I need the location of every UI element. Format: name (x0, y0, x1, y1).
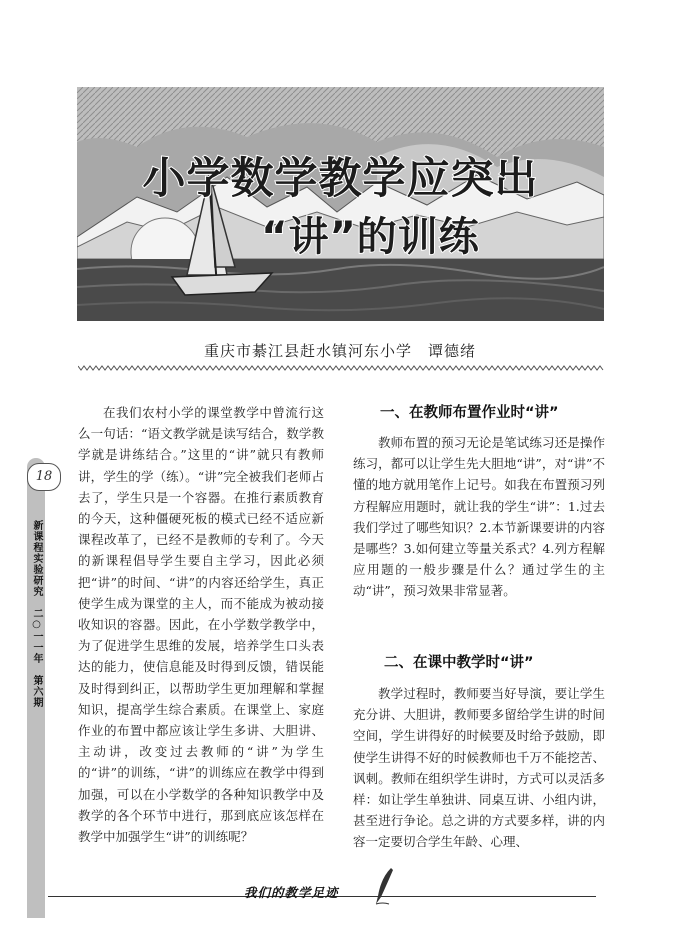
title-banner (77, 87, 604, 321)
section2-heading: 二、在课中教学时“讲” (384, 655, 534, 671)
page-number: 18 (27, 463, 61, 491)
journal-issue-label: 新课程实验研究 二○一一年 第六期 (31, 520, 42, 708)
section-column (353, 432, 605, 602)
footer-column-name: 我们的教学足迹 (244, 885, 339, 900)
intro-column (78, 402, 324, 847)
intro-paragraph: 在我们农村小学的课堂教学中曾流行这么一句话：“语文教学就是读写结合，数学教学就是讲练结合。”这里的“讲”就只有教师讲，学生的学（练）。“讲”完全被我们老师占去了，学生只是一个容器。在推行素质教育的今天，这种僵硬死板的模式已经不适应新课程改革了，已经不是教师的专利了。今天的新课程倡导学生要自主学习，因此必须把“讲”的时间、“讲”的内容还给学生，真正使学生成为课堂的主人，而不能成为被动接收知识的容器。因此，在小学数学教学中，为了促进学生思维的发展，培养学生口头表达的能力，使信息能及时得到反馈，错误能及时得到纠正，以帮助学生更加理解和掌握知识，提高学生综合素质。在课堂上、家庭作业的布置中都应该让学生多讲、大胆讲、主动讲，改变过去教师的“讲”为学生的“讲”的训练，“讲”的训练应在教学中得到加强，可以在小学数学的各种知识教学中及教学的各个环节中进行，那到底应该怎样在教学中加强学生“讲”的训练呢？ (78, 405, 324, 845)
article-title-line1: 小学数学教学应突出 (142, 154, 539, 204)
author-byline: 重庆市綦江县赶水镇河东小学 谭德绪 (203, 342, 476, 360)
section2-paragraph: 教学过程时，教师要当好导演，要让学生充分讲、大胆讲，教师要多留给学生讲的时间空间，学生讲得好的时候要及时给予鼓励，即使学生讲得不好的时候教师也千万不能挖苦、讽刺。教师在组织学生讲时，方式可以灵活多样：如让学生单独讲、同桌互讲、小组内讲，甚至进行争论。总之讲的方式要多样，讲的内容一定要切合学生年龄、心理、 (353, 686, 605, 850)
quill-pen-icon (373, 866, 395, 906)
article-title-line2: “讲”的训练 (261, 214, 480, 260)
section2-column (353, 683, 605, 853)
section1-heading: 一、在教师布置作业时“讲” (380, 405, 559, 421)
section1-paragraph: 教师布置的预习无论是笔试练习还是操作练习，都可以让学生先大胆地“讲”，对“讲”不懂的地方就用笔作上记号。如我在布置预习列方程解应用题时，就让我的学生“讲”：1.过去我们学过了哪些知识？2.本节新课要讲的内容是哪些？3.如何建立等量关系式？4.列方程解应用题的一般步骤是什么？通过学生的主动“讲”，预习效果非常显著。 (353, 435, 605, 599)
zigzag-divider (78, 364, 604, 372)
